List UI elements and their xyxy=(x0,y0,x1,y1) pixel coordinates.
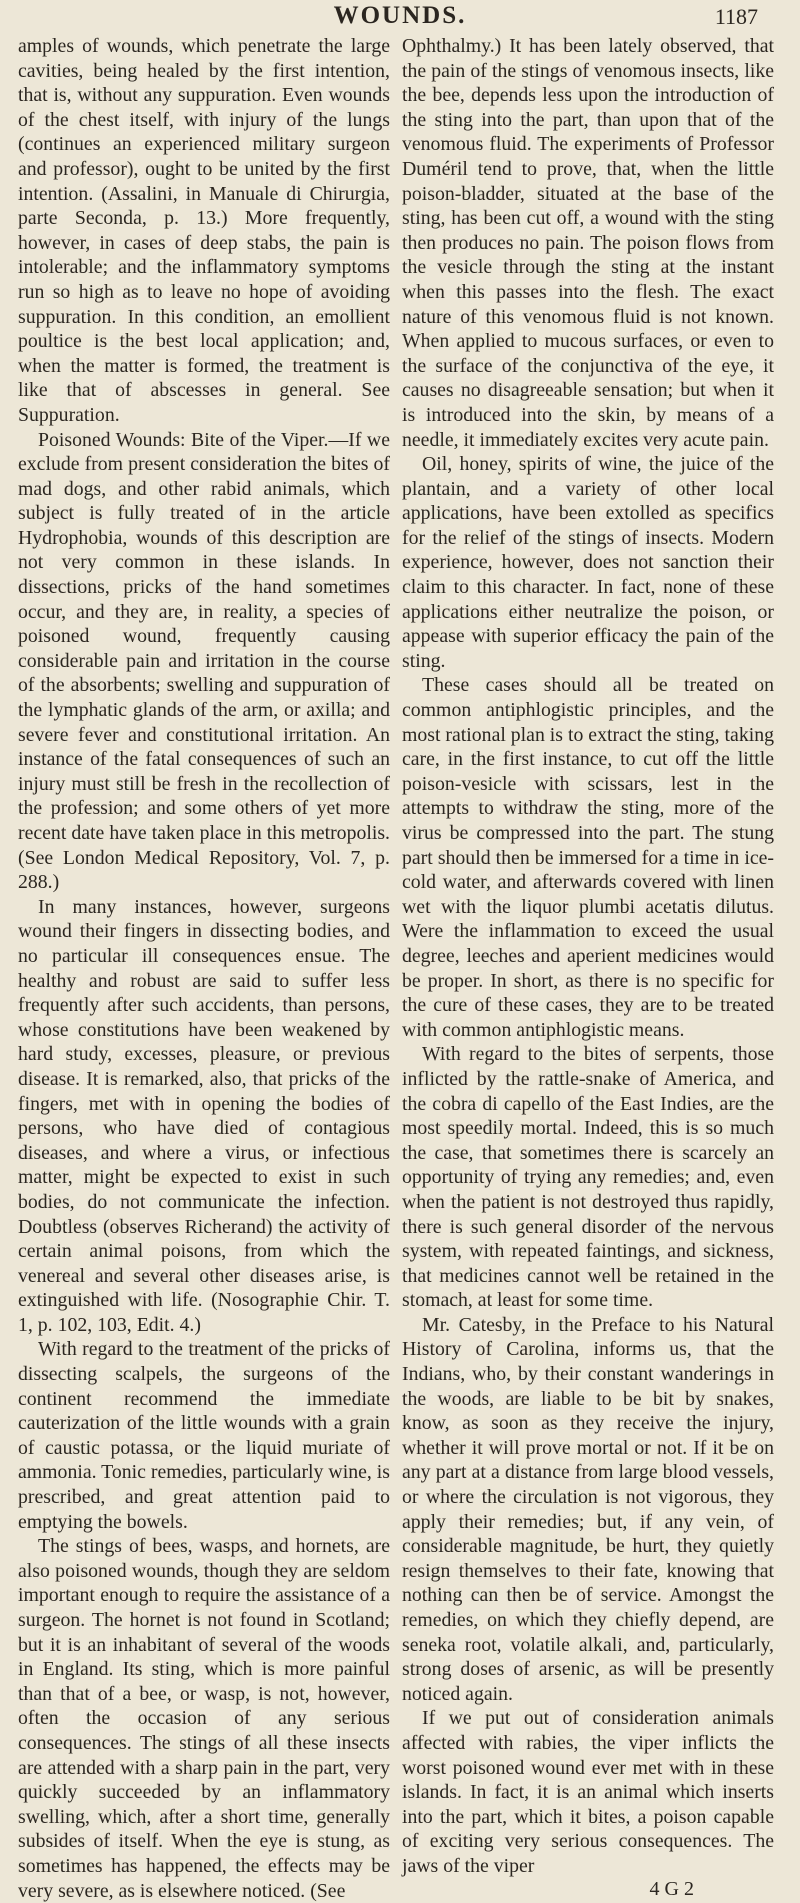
paragraph: amples of wounds, which penetrate the large cavities, being healed by the first intention, that is, without any suppuration. Even wounds of the chest itself, with injury of the lungs (continues an experienced military surgeon and professor), ought to be united by the first intention. (Assalini, in Manuale di Chirurgia, parte Seconda, p. 13.) More frequently, however, in cases of deep stabs, the pain is intolerable; and the inflammatory symptoms run so high as to leave no hope of avoiding suppuration. In this condition, an emollient poultice is the best local application; and, when the matter is formed, the treatment is like that of abscesses in general. See Suppuration. xyxy=(18,35,390,426)
paragraph: Ophthalmy.) It has been lately observed, that the pain of the stings of venomous insects, like the bee, depends less upon the introduction of the sting into the part, than upon that of the venomous fluid. The experiments of Professor Duméril tend to prove, that, when the little poison-bladder, situated at the base of the sting, has been cut off, a wound with the sting then produces no pain. The poison flows from the vesicle through the sting at the instant when this passes into the flesh. The exact nature of this venomous fluid is not known. When applied to mucous surfaces, or even to the surface of the conjunctiva of the eye, it causes no disagreeable sensation; but when it is introduced into the skin, by means of a needle, it immediately excites very acute pain. xyxy=(402,35,774,451)
paragraph: With regard to the treatment of the pricks of dissecting scalpels, the surgeons of the continent recommend the immediate cauterization of the little wounds with a grain of caustic potassa, or the liquid muriate of ammonia. Tonic remedies, particularly wine, is prescribed, and great attention paid to emptying the bowels. xyxy=(18,1338,390,1533)
running-header xyxy=(0,2,800,32)
page-title: WOUNDS. xyxy=(333,2,467,29)
paragraph: The stings of bees, wasps, and hornets, are also poisoned wounds, though they are seldom important enough to require the assistance of a surgeon. The hornet is not found in Scotland; but it is an inhabitant of several of the woods in England. Its sting, which is more painful than that of a bee, or wasp, is not, however, often the occasion of any serious consequences. The stings of all these insects are attended with a sharp pain in the part, very quickly succeeded by an inflammatory swelling, which, after a short time, generally subsides of itself. When the eye is stung, as sometimes has happened, the effects may be very severe, as is elsewhere noticed. (See xyxy=(18,1535,390,1902)
paragraph: Oil, honey, spirits of wine, the juice of the plantain, and a variety of other local applications, have been extolled as specifics for the relief of the stings of insects. Modern experience, however, does not sanction their claim to this character. In fact, none of these applications either neutralize the poison, or appease with superior efficacy the pain of the sting. xyxy=(402,453,774,672)
paragraph: Poisoned Wounds: Bite of the Viper.—If we exclude from present consideration the bites of mad dogs, and other rabid animals, which subject is fully treated of in the article Hydrophobia, wounds of this description are not very common in these islands. In dissections, pricks of the hand sometimes occur, and they are, in reality, a species of poisoned wound, frequently causing considerable pain and irritation in the course of the absorbents; swelling and suppuration of the lymphatic glands of the arm, or axilla; and severe fever and constitutional irritation. An instance of the fatal consequences of such an injury must still be fresh in the recollection of the profession; and some others of yet more recent date have taken place in this metropolis. (See London Medical Repository, Vol. 7, p. 288.) xyxy=(18,428,390,894)
page-number: 1187 xyxy=(714,4,758,29)
paragraph: If we put out of consideration animals affected with rabies, the viper inflicts the worst poisoned wound ever met with in these islands. In fact, it is an animal which inserts into the part, which it bites, a poison capable of exciting very serious consequences. The jaws of the viper xyxy=(402,1707,774,1877)
left-column xyxy=(18,34,390,1903)
paragraph: These cases should all be treated on common antiphlogistic principles, and the most rational plan is to extract the sting, taking care, in the first instance, to cut off the little poison-vesicle with scissars, lest in the attempts to withdraw the sting, more of the virus be compressed into the part. The stung part should then be immersed for a time in ice-cold water, and afterwards covered with linen wet with the liquor plumbi acetatis dilutus. Were the inflammation to exceed the usual degree, leeches and aperient medicines would be proper. In short, as there is no specific for the cure of these cases, they are to be treated with common antiphlogistic means. xyxy=(402,674,774,1041)
paragraph: Mr. Catesby, in the Preface to his Natural History of Carolina, informs us, that the Indians, who, by their constant wanderings in the woods, are liable to be bit by snakes, know, as soon as they receive the injury, whether it will prove mortal or not. If it be on any part at a distance from large blood vessels, or where the circulation is not vigorous, they apply their remedies; but, if any vein, of considerable magnitude, be hurt, they quietly resign themselves to their fate, knowing that nothing can then be of service. Amongst the remedies, on which they chiefly depend, are seneka root, volatile alkali, and, particularly, strong doses of arsenic, as will be presently noticed again. xyxy=(402,1313,774,1705)
paragraph: With regard to the bites of serpents, those inflicted by the rattle-snake of America, and the cobra di capello of the East Indies, are the most speedily mortal. Indeed, this is so much the case, that sometimes there is scarcely an opportunity of trying any remedies; and, even when the patient is not destroyed thus rapidly, there is such general disorder of the nervous system, with repeated faintings, and sickness, that medicines cannot well be retained in the stomach, at least for some time. xyxy=(402,1043,774,1312)
paragraph: In many instances, however, surgeons wound their fingers in dissecting bodies, and no particular ill consequences ensue. The healthy and robust are said to suffer less frequently after such accidents, than persons, whose constitutions have been weakened by hard study, excesses, pleasure, or previous disease. It is remarked, also, that pricks of the fingers, met with in opening the bodies of persons, who have died of contagious diseases, and where a virus, or infectious matter, might be expected to exist in such bodies, do not communicate the infection. Doubtless (observes Richerand) the activity of certain animal poisons, from which the venereal and several other diseases arise, is extinguished with life. (Nosographie Chir. T. 1, p. 102, 103, Edit. 4.) xyxy=(18,895,390,1336)
right-column xyxy=(402,34,774,1899)
signature-mark: 4 G 2 xyxy=(649,1877,694,1900)
